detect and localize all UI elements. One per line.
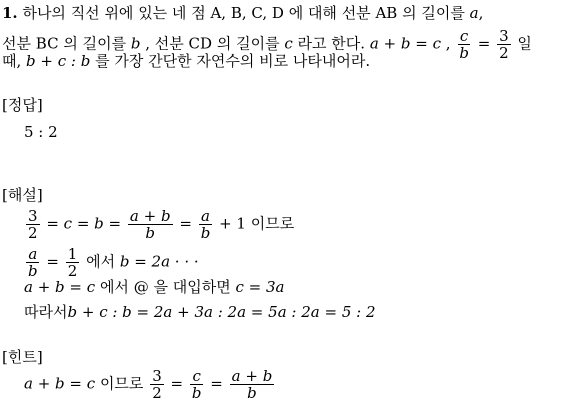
korean-text: 에서 xyxy=(86,252,116,271)
problem-number: 1. xyxy=(2,4,18,22)
fraction-a-plus-b-over-b xyxy=(128,208,173,241)
fraction-a-over-b xyxy=(26,246,40,279)
comma: , xyxy=(445,34,451,53)
fraction-3-over-2 xyxy=(497,28,511,61)
explanation-line-3 xyxy=(24,278,284,296)
denominator: b xyxy=(28,262,38,280)
fraction-3-over-2 xyxy=(150,368,164,401)
denominator: 2 xyxy=(499,44,509,62)
denominator: 2 xyxy=(67,262,78,280)
problem-text: 때, xyxy=(2,52,22,70)
denominator: b xyxy=(247,384,257,402)
equals: = xyxy=(179,214,192,233)
denominator: 2 xyxy=(152,384,162,402)
equals: = xyxy=(46,252,59,271)
problem-text: 를 가장 간단한 자연수의 비로 나타내어라. xyxy=(95,52,371,70)
denominator: b xyxy=(459,44,469,62)
segment-ab: AB xyxy=(375,4,398,22)
equation: a + b = c xyxy=(369,34,441,53)
equals: = xyxy=(170,374,184,393)
numerator: 1 xyxy=(67,245,78,263)
problem-line-1 xyxy=(2,4,483,22)
explanation-line-2 xyxy=(24,246,199,279)
problem-text: 일 xyxy=(517,34,532,53)
denominator: b xyxy=(200,224,211,242)
ratio-chain: b + c : b = 2a + 3a : 2a = 5a : 2a = 5 : 2 xyxy=(67,303,376,321)
equation: a + b = c xyxy=(24,374,96,393)
reference-mark: @ xyxy=(133,278,149,296)
numerator: a xyxy=(201,207,210,225)
denominator: b xyxy=(145,224,156,242)
korean-text: 이므로 xyxy=(250,214,295,233)
equation: a + b = c xyxy=(24,278,96,296)
numerator: a xyxy=(28,245,38,263)
problem-text: 의 길이를 xyxy=(402,4,465,22)
fraction-a-over-b xyxy=(199,208,213,241)
hint-label: [힌트] xyxy=(2,348,43,366)
equals: = xyxy=(210,374,223,393)
explanation-label: [해설] xyxy=(2,186,43,204)
denominator: 2 xyxy=(28,224,38,242)
explanation-line-1 xyxy=(24,208,294,241)
problem-text: 의 길이를 xyxy=(63,34,127,53)
points-label: A, B, C, D xyxy=(210,4,284,22)
equation: b = 2a · · · xyxy=(119,252,199,271)
fraction-3-over-2 xyxy=(26,208,40,241)
problem-text: 하나의 직선 위에 있는 네 점 xyxy=(22,4,206,22)
problem-text: 에 대해 선분 xyxy=(288,4,371,22)
numerator: c xyxy=(192,367,201,385)
problem-line-3 xyxy=(2,52,370,70)
korean-text: 을 대입하면 xyxy=(153,278,231,296)
korean-text: 에서 xyxy=(99,278,129,296)
plus-one: + 1 xyxy=(219,214,246,233)
comma: , xyxy=(478,4,484,22)
ratio-expression: b + c : b xyxy=(26,52,91,70)
numerator: 3 xyxy=(499,27,509,45)
equation: c = 3a xyxy=(235,278,285,296)
fraction-1-over-2 xyxy=(66,246,80,279)
var-a: a xyxy=(469,4,479,22)
fraction-a-plus-b-over-b xyxy=(230,368,275,401)
numerator: c xyxy=(459,27,469,45)
explanation-line-4 xyxy=(24,303,376,321)
problem-text: 선분 xyxy=(2,34,31,53)
segment-cd: CD xyxy=(188,34,213,53)
answer-label: [정답] xyxy=(2,96,43,114)
korean-text: 따라서 xyxy=(24,303,68,321)
var-b: b xyxy=(130,34,141,53)
equation-chain: = c = b = xyxy=(46,214,122,233)
equals: = xyxy=(477,34,491,53)
problem-text: 라고 한다. xyxy=(297,34,366,53)
fraction-c-over-b xyxy=(457,28,471,61)
answer-value: 5 : 2 xyxy=(24,123,58,141)
numerator: 3 xyxy=(28,207,38,225)
korean-text: 이므로 xyxy=(99,374,144,393)
var-c: c xyxy=(284,34,293,53)
denominator: b xyxy=(191,384,202,402)
numerator: 3 xyxy=(152,367,162,385)
problem-text: 의 길이를 xyxy=(216,34,280,53)
hint-line xyxy=(24,368,276,401)
fraction-c-over-b xyxy=(190,368,204,401)
numerator: a + b xyxy=(129,207,171,225)
numerator: a + b xyxy=(231,367,273,385)
segment-bc: BC xyxy=(35,34,59,53)
problem-text: , 선분 xyxy=(145,34,184,53)
